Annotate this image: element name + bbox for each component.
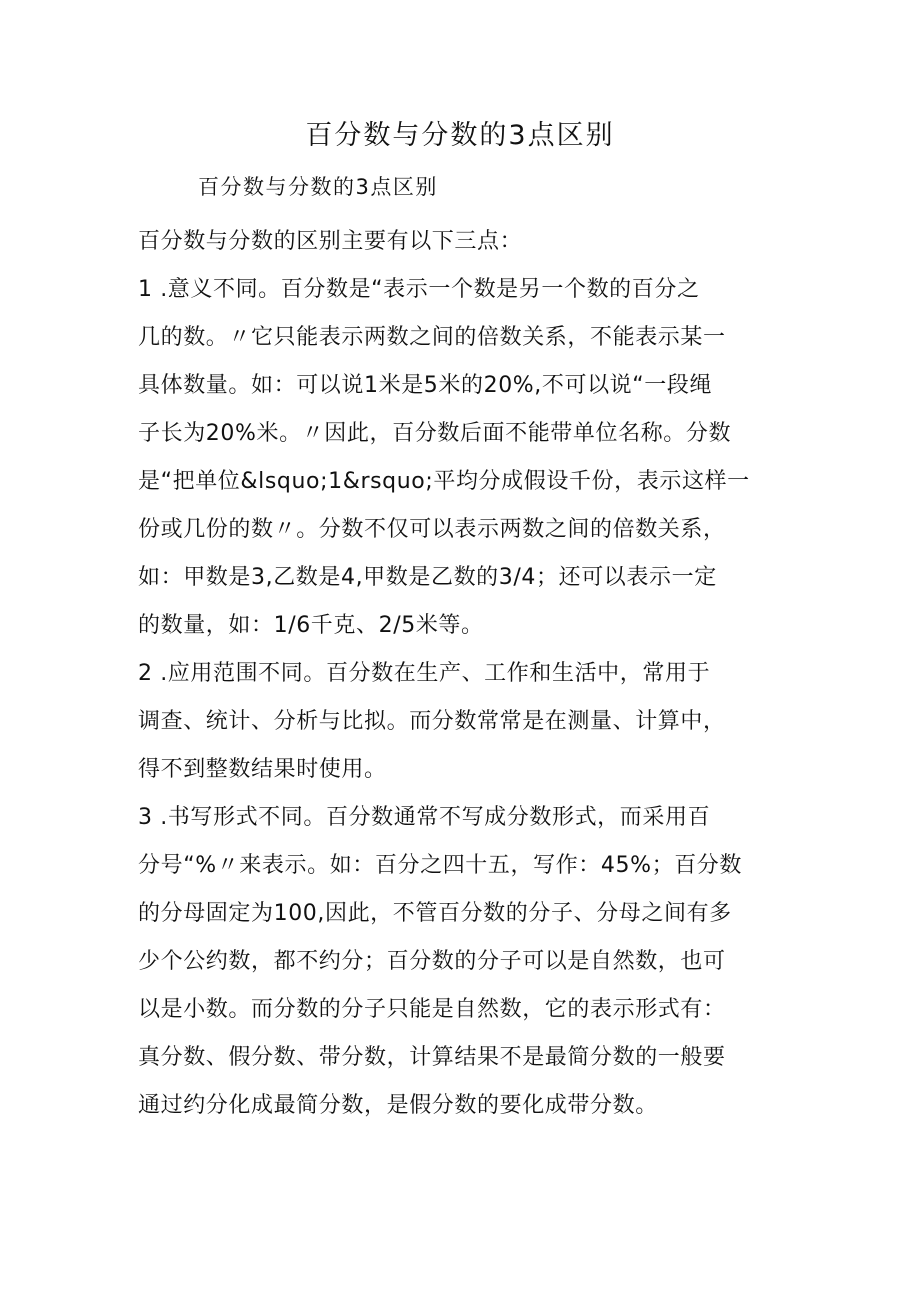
text-line: 的数量，如：1/6千克、2/5米等。 [138,613,484,638]
text-line: 调查、统计、分析与比拟。而分数常常是在测量、计算中， [138,709,726,734]
text-line: 得不到整数结果时使用。 [138,757,387,782]
document-body [138,218,788,1130]
text-line: 子长为20%米。〃因此，百分数后面不能带单位名称。分数 [138,421,732,446]
text-line: 具体数量。如：可以说1米是5米的20%,不可以说“一段绳 [138,373,713,398]
text-line: 真分数、假分数、带分数，计算结果不是最简分数的一般要 [138,1045,726,1070]
text-line: 百分数与分数的区别主要有以下三点： [138,229,523,254]
text-line: 通过约分化成最简分数，是假分数的要化成带分数。 [138,1093,658,1118]
text-line: 如：甲数是3,乙数是4,甲数是乙数的3/4；还可以表示一定 [138,565,717,590]
text-line: 的分母固定为100,因此，不管百分数的分子、分母之间有多 [138,901,732,926]
text-line: 以是小数。而分数的分子只能是自然数，它的表示形式有： [138,997,726,1022]
text-line: 1 .意义不同。百分数是“表示一个数是另一个数的百分之 [138,277,700,302]
document-subtitle: 百分数与分数的3点区别 [198,175,438,199]
text-line: 2 .应用范围不同。百分数在生产、工作和生活中，常用于 [138,661,711,686]
text-line: 几的数。〃它只能表示两数之间的倍数关系，不能表示某一 [138,325,726,350]
text-line: 是“把单位&lsquo;1&rsquo;平均分成假设千份，表示这样一 [138,469,750,494]
text-line: 份或几份的数〃。分数不仅可以表示两数之间的倍数关系， [138,517,726,542]
text-line: 分号“%〃来表示。如：百分之四十五，写作：45%；百分数 [138,853,743,878]
page-title: 百分数与分数的3点区别 [305,120,615,151]
text-line: 少个公约数，都不约分；百分数的分子可以是自然数，也可 [138,949,726,974]
text-line: 3 .书写形式不同。百分数通常不写成分数形式，而采用百 [138,805,711,830]
